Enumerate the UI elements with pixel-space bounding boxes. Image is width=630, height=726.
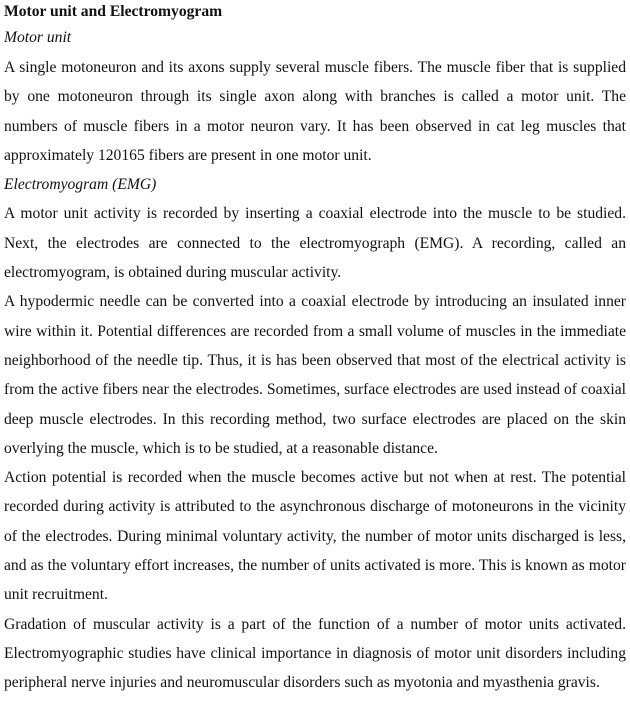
section-motor-unit	[4, 27, 626, 170]
section-heading-emg: Electromyogram (EMG)	[4, 176, 157, 194]
section-heading-motor-unit: Motor unit	[4, 29, 72, 46]
paragraph-action-potential: Action potential is recorded when the muscle becomes active but not when at rest. The potential recorded during activity is attributed to the asynchronous discharge of motoneurons in the vicinity of the electrodes. During minimal voluntary activity, the number of motor units discharged is less, and as the voluntary effort increases, the number of units activated is more. This is known as motor unit recruitment.	[4, 469, 626, 604]
paragraph-gradation: Gradation of muscular activity is a part of the function of a number of motor units activated. Electromyographic studies have clinical importance in diagnosis of motor unit disorders including peripheral nerve injuries and neuromuscular disorders such as myotonia and myasthenia gravis.	[4, 615, 626, 692]
paragraph-motor-unit-definition: A single motoneuron and its axons supply several muscle fibers. The muscle fiber that is supplied by one motoneuron through its single axon along with branches is called a motor unit. The numbers of muscle fibers in a motor neuron vary. It has been observed in cat leg muscles that approximately 120165 fibers are present in one motor unit.	[4, 59, 626, 164]
paragraph-emg-recording: A motor unit activity is recorded by inserting a coaxial electrode into the muscle to be studied. Next, the electrodes are connected to the electromyograph (EMG). A recording, called an electromyogram, is obtained during muscular activity.	[4, 205, 626, 282]
section-emg	[4, 170, 626, 697]
document-title: Motor unit and Electromyogram	[4, 3, 223, 20]
paragraph-coaxial-electrode: A hypodermic needle can be converted into a coaxial electrode by introducing an insulated inner wire within it. Potential differences are recorded from a small volume of muscles in the immediate neighborhood of the needle tip. Thus, it is has been observed that most of the electrical activity is from the active fibers near the electrodes. Sometimes, surface electrodes are used instead of coaxial deep muscle electrodes. In this recording method, two surface electrodes are placed on the skin overlying the muscle, which is to be studied, at a reasonable distance.	[4, 293, 626, 457]
